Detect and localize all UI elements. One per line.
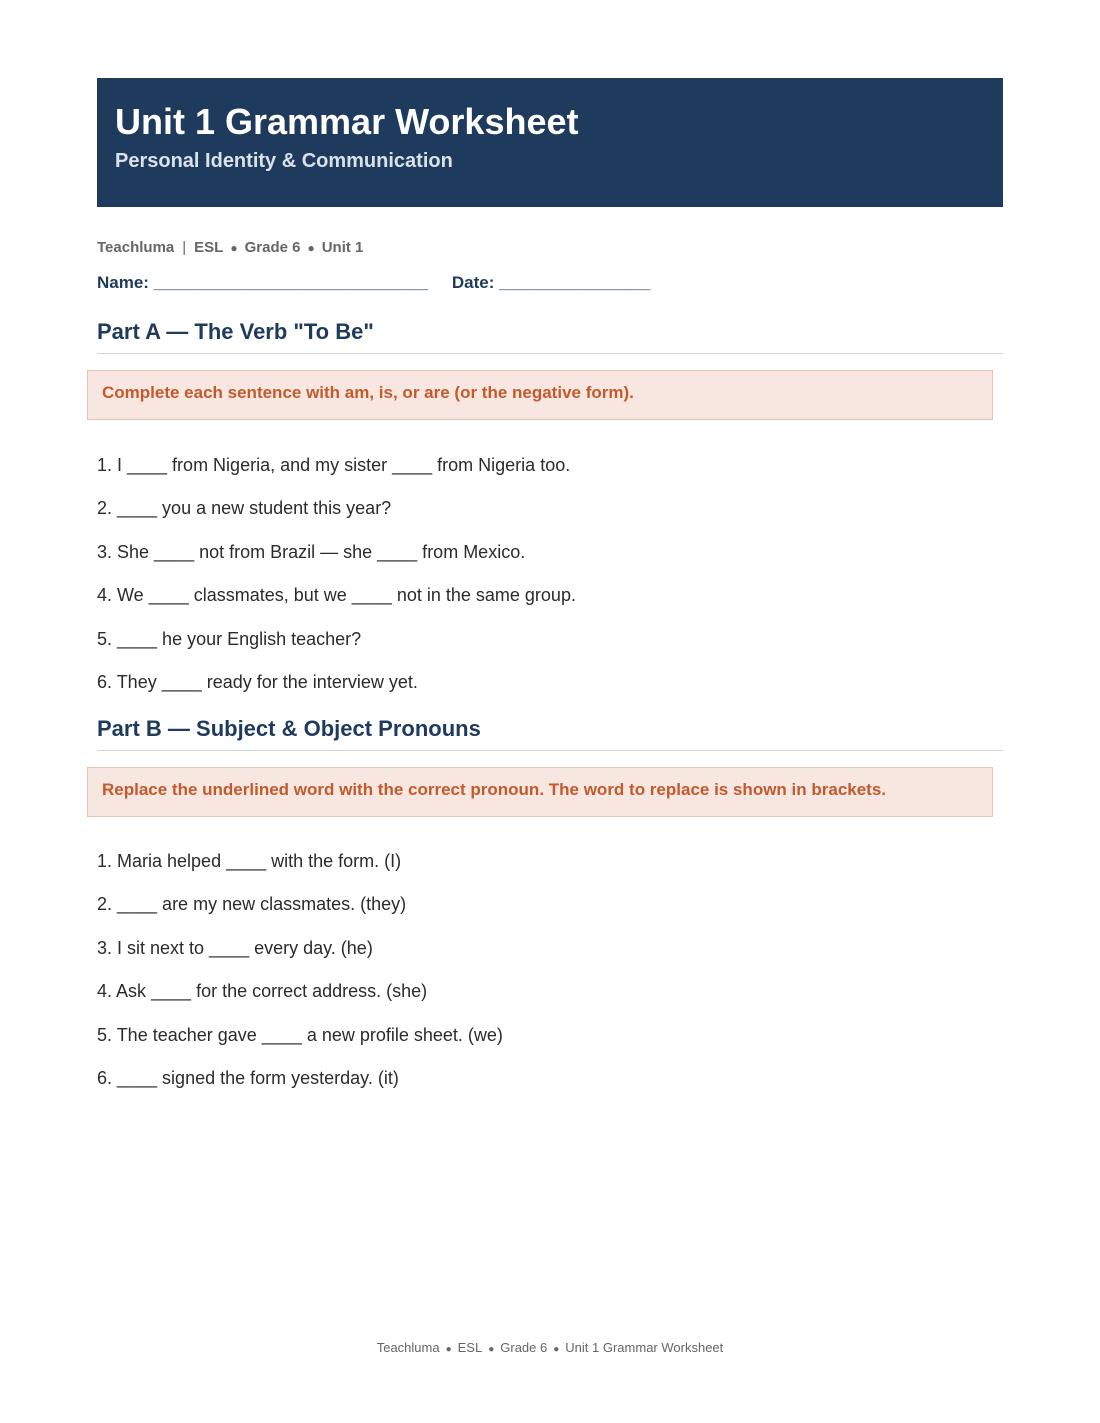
part-a-instruction: Complete each sentence with am, is, or are (or the negative form). (87, 370, 993, 420)
meta-grade: Grade 6 (244, 239, 301, 256)
question-item: 5. The teacher gave ____ a new profile sheet. (we) (97, 1024, 503, 1045)
question-item: 5. ____ he your English teacher? (97, 628, 362, 649)
page-footer (0, 1340, 1100, 1355)
part-a-questions (97, 453, 576, 713)
meta-unit: Unit 1 (321, 239, 364, 256)
footer-bullet: ● (553, 1344, 560, 1355)
worksheet-header (97, 78, 1003, 207)
meta-line (97, 239, 363, 256)
meta-brand: Teachluma (97, 239, 175, 256)
part-b-instruction: Replace the underlined word with the correct pronoun. The word to replace is shown in brackets. (87, 767, 993, 817)
footer-grade: Grade 6 (500, 1340, 548, 1355)
part-b-questions (97, 849, 503, 1109)
worksheet-subtitle: Personal Identity & Communication (115, 150, 453, 172)
meta-bullet: ● (307, 241, 315, 255)
question-item: 1. Maria helped ____ with the form. (I) (97, 851, 402, 871)
question-item: 4. Ask ____ for the correct address. (she) (97, 981, 428, 1002)
footer-brand: Teachluma (376, 1340, 440, 1355)
footer-bullet: ● (488, 1344, 495, 1355)
meta-separator: | (182, 239, 187, 256)
part-b-heading: Part B — Subject & Object Pronouns (97, 716, 1003, 751)
worksheet-title: Unit 1 Grammar Worksheet (115, 101, 579, 142)
question-item: 6. ____ signed the form yesterday. (it) (97, 1067, 399, 1088)
meta-subject: ESL (194, 239, 224, 256)
question-item: 2. ____ you a new student this year? (97, 498, 392, 519)
question-item: 2. ____ are my new classmates. (they) (97, 894, 407, 915)
question-item: 3. I sit next to ____ every day. (he) (97, 937, 373, 958)
date-field: Date: ________________ (451, 273, 651, 292)
name-field: Name: _____________________________ (97, 273, 428, 292)
part-a-heading: Part A — The Verb "To Be" (97, 319, 1003, 354)
footer-bullet: ● (445, 1344, 452, 1355)
footer-doc-title: Unit 1 Grammar Worksheet (565, 1340, 724, 1355)
question-item: 4. We ____ classmates, but we ____ not in the same group. (97, 585, 576, 606)
name-date-line (97, 273, 650, 293)
meta-bullet: ● (230, 241, 238, 255)
question-item: 6. They ____ ready for the interview yet. (97, 671, 418, 692)
footer-subject: ESL (457, 1340, 483, 1355)
question-item: 3. She ____ not from Brazil — she ____ from Mexico. (97, 541, 526, 562)
question-item: 1. I ____ from Nigeria, and my sister ____ from Nigeria too. (97, 455, 571, 475)
